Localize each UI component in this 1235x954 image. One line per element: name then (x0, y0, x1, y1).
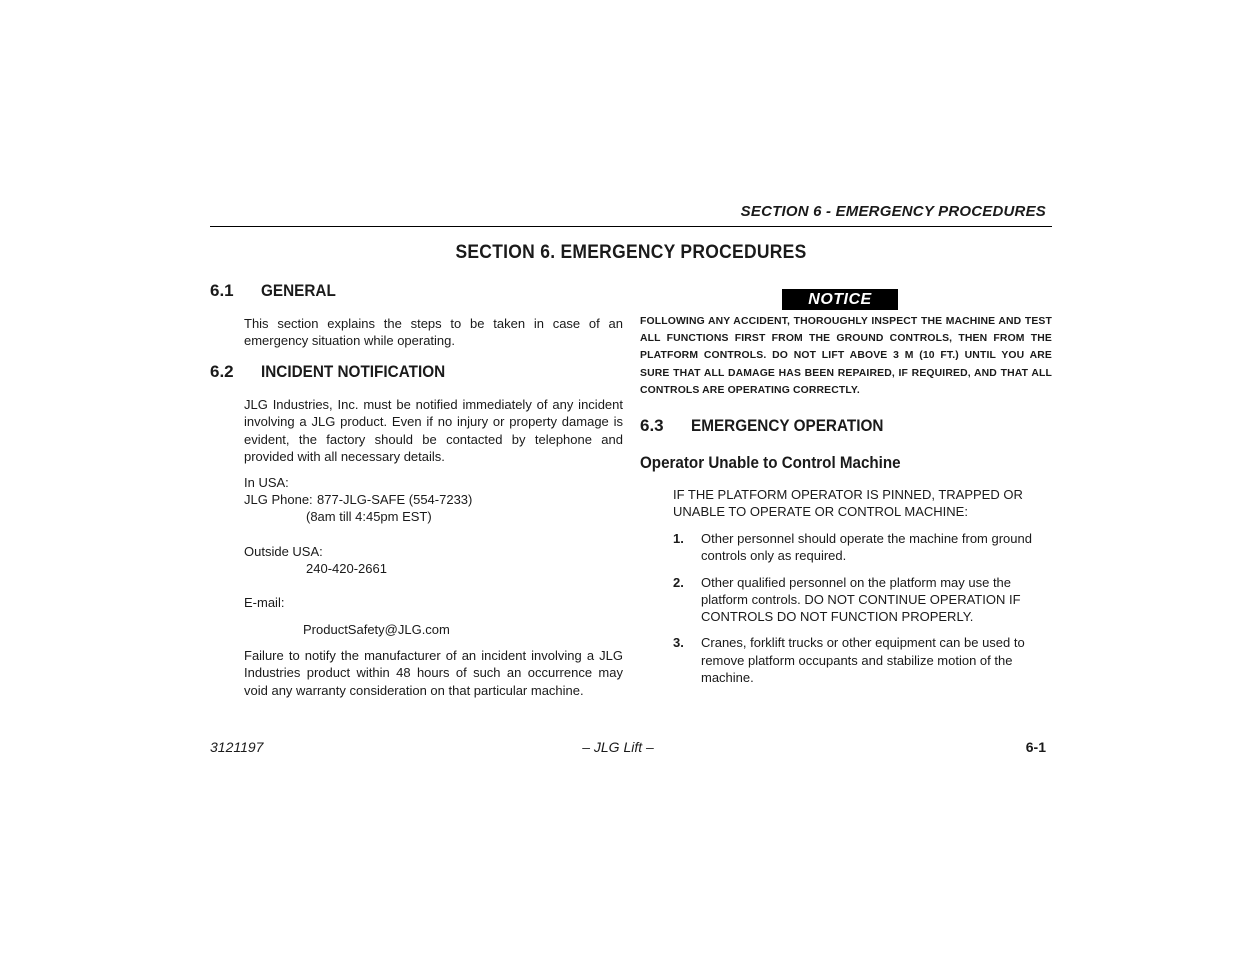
page-title: SECTION 6. EMERGENCY PROCEDURES (455, 242, 807, 263)
step-number: 3. (673, 635, 684, 651)
section-6-2-body: JLG Industries, Inc. must be notified immediately of any incident involving a JLG product. Even if no injury or property damage is evident, the factory should be contacted by telephone and provided with all necessary details. (244, 397, 623, 464)
footer-page-number: 6-1 (1025, 739, 1046, 755)
section-6-1-body: This section explains the steps to be taken in case of an emergency situation while operating. (244, 316, 623, 349)
phone-hours: (8am till 4:45pm EST) (306, 509, 432, 524)
outside-usa-number: 240-420-2661 (306, 561, 387, 576)
step-text: Other qualified personnel on the platform may use the platform controls. DO NOT CONTINUE OPERATION IF CONTROLS DO NOT FUNCTION PROPERLY. (701, 574, 1021, 625)
step-text: Cranes, forklift trucks or other equipment can be used to remove platform occupants and stabilize motion of the machine. (701, 635, 1025, 686)
outside-usa-label: Outside USA: (244, 544, 323, 559)
step-number: 2. (673, 574, 684, 590)
section-6-1-heading (210, 281, 344, 301)
list-item (673, 634, 1053, 686)
list-item (673, 530, 1053, 565)
step-number: 1. (673, 531, 684, 546)
phone-number: 877-JLG-SAFE (554-7233) (317, 492, 473, 507)
email-label: E-mail: (244, 595, 285, 610)
running-header: SECTION 6 - EMERGENCY PROCEDURES (740, 203, 1046, 220)
notice-badge: NOTICE (782, 289, 898, 310)
section-number: 6.2 (210, 362, 234, 381)
section-title: EMERGENCY OPERATION (691, 416, 884, 435)
emergency-intro: IF THE PLATFORM OPERATOR IS PINNED, TRAPPED OR UNABLE TO OPERATE OR CONTROL MACHINE: (673, 487, 1023, 520)
section-6-2-heading (210, 362, 466, 382)
operator-unable-subheading: Operator Unable to Control Machine (640, 454, 901, 472)
list-item (673, 574, 1053, 626)
section-number: 6.3 (640, 416, 664, 435)
step-text: Other personnel should operate the machine from ground controls only as required. (701, 531, 1032, 564)
section-6-3-heading (640, 416, 905, 436)
failure-notice-text: Failure to notify the manufacturer of an incident involving a JLG Industries product within 48 hours of such an occurrence may void any warranty consideration on that particular machine. (244, 648, 623, 698)
phone-label: JLG Phone: (244, 492, 313, 507)
email-address[interactable]: ProductSafety@JLG.com (303, 622, 450, 637)
emergency-steps-list (673, 530, 1053, 695)
section-number: 6.1 (210, 281, 234, 300)
notice-text: FOLLOWING ANY ACCIDENT, THOROUGHLY INSPECT THE MACHINE AND TEST ALL FUNCTIONS FIRST FROM THE GROUND CONTROLS, THEN FROM THE PLATFORM CONTROLS. DO NOT LIFT ABOVE 3 M (10 FT.) UNTIL YOU ARE SURE THAT ALL DAMAGE HAS BEEN REPAIRED, IF REQUIRED, AND THAT ALL CONTROLS ARE OPERATING CORRECTLY. (640, 316, 1052, 396)
section-title: INCIDENT NOTIFICATION (261, 362, 446, 381)
footer-doc-number: 3121197 (210, 739, 264, 755)
in-usa-label: In USA: (244, 475, 289, 490)
section-title: GENERAL (261, 281, 336, 300)
footer-center: – JLG Lift – (582, 739, 654, 755)
header-rule (210, 226, 1052, 227)
